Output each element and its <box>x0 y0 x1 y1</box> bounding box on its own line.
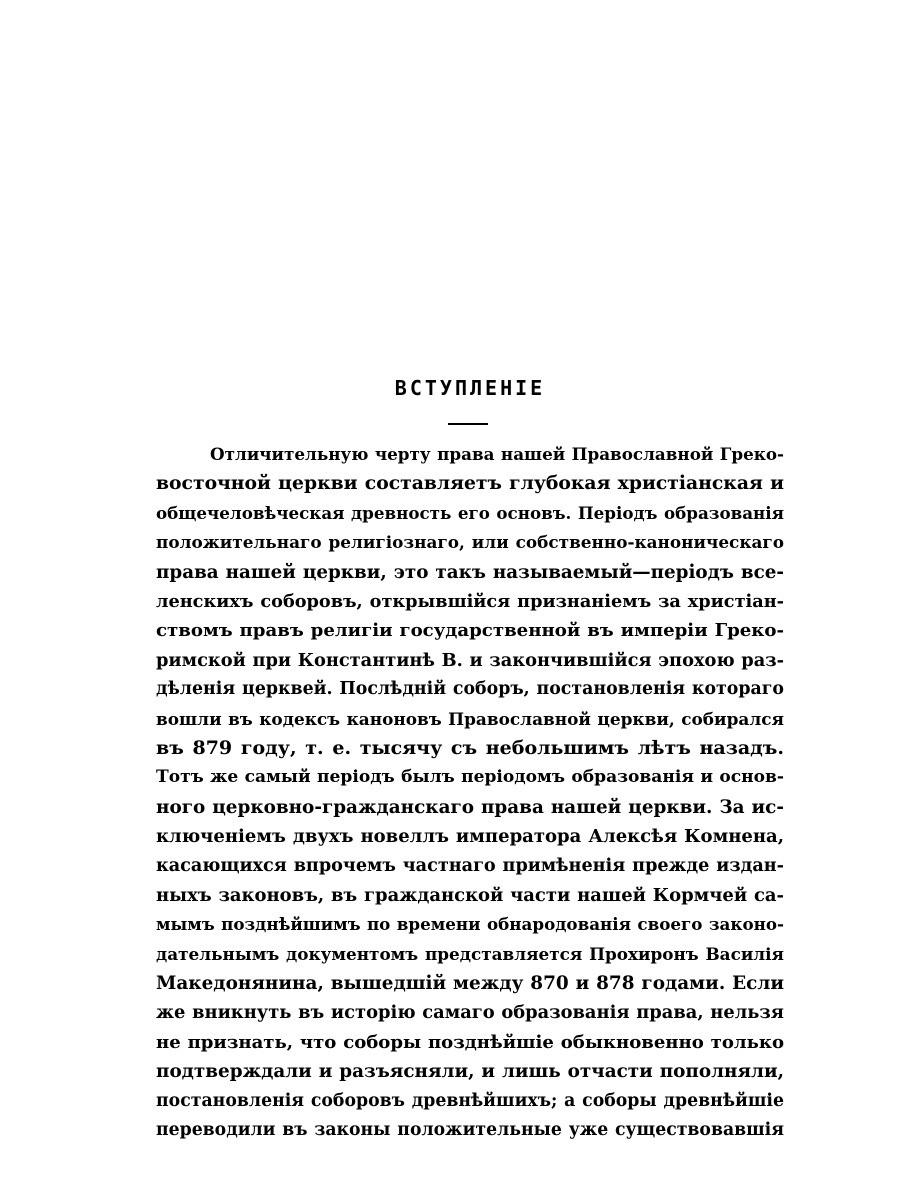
text-line: дательнымъ документомъ представляется Прохиронъ Василія <box>156 943 784 964</box>
body-paragraph <box>156 440 784 1145</box>
text-line: ствомъ правъ религіи государственной въ имперіи Греко- <box>156 620 784 642</box>
text-line: ного церковно-гражданскаго права нашей церкви. За ис- <box>156 796 784 818</box>
text-line: Тотъ же самый періодъ былъ періодомъ образованія и основ- <box>156 767 784 788</box>
text-line: ключеніемъ двухъ новеллъ императора Алексѣя Комнена, <box>156 826 784 848</box>
text-line: переводили въ законы положительные уже существовавшія <box>156 1119 784 1140</box>
text-line: положительнаго религіознаго, или собственно-каноническаго <box>156 532 784 553</box>
text-line: Отличительную черту права нашей Православной Греко- <box>210 444 784 464</box>
text-line: мымъ позднѣйшимъ по времени обнародованія своего законо- <box>156 914 784 935</box>
text-line: подтверждали и разъясняли, и лишь отчасти пополняли, <box>156 1061 784 1083</box>
section-heading: ВСТУПЛЕНІЕ <box>394 376 546 400</box>
text-line: восточной церкви составляетъ глубокая христіанская и <box>156 472 784 495</box>
text-line: права нашей церкви, это такъ называемый—періодъ все- <box>156 561 784 583</box>
text-line: же вникнуть въ исторію самаго образованія права, нельзя <box>156 1002 784 1024</box>
text-line: общечеловѣческая древность его основъ. Періодъ образованія <box>156 502 784 523</box>
text-line: ленскихъ соборовъ, открывшійся признаніемъ за христіан- <box>156 590 784 612</box>
heading-divider <box>448 423 488 425</box>
text-line: дѣленія церквей. Послѣдній соборъ, постановленія котораго <box>156 679 784 700</box>
text-line: Македонянина, вышедшій между 870 и 878 годами. Если <box>156 973 784 995</box>
text-line: не признать, что соборы позднѣйшіе обыкновенно только <box>156 1031 784 1053</box>
text-line: вошли въ кодексъ каноновъ Православной церкви, собирался <box>156 708 784 729</box>
text-line: римской при Константинѣ В. и закончившійся эпохою раз- <box>156 649 784 671</box>
text-line: касающихся впрочемъ частнаго примѣненія прежде издан- <box>156 855 784 877</box>
text-line: въ 879 году, т. е. тысячу съ небольшимъ лѣтъ назадъ. <box>156 736 784 759</box>
text-line: ныхъ законовъ, въ гражданской части нашей Кормчей са- <box>156 884 784 906</box>
text-line: постановленія соборовъ древнѣйшихъ; а соборы древнѣйшіе <box>156 1090 784 1111</box>
